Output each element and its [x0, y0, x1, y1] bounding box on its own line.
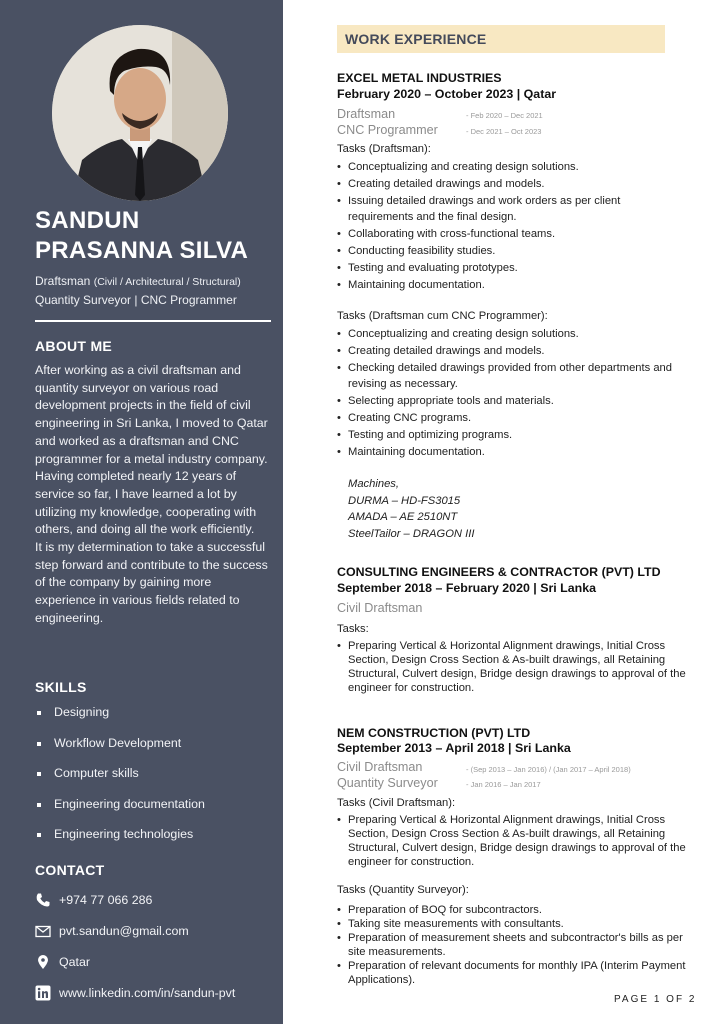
task-item: • Checking detailed drawings provided from other departments and revising as necessary. [337, 360, 682, 394]
subtitle-line-2: Quantity Surveyor | CNC Programmer [35, 293, 237, 307]
role-title: Quantity Surveyor [337, 776, 438, 790]
task-item: • Creating CNC programs. [337, 410, 682, 427]
bullet-icon [37, 803, 41, 807]
role-dates: - (Sep 2013 – Jan 2016) / (Jan 2017 – April 2018) [466, 765, 631, 774]
work-experience-title: WORK EXPERIENCE [345, 31, 487, 47]
role-dates: - Dec 2021 – Oct 2023 [466, 127, 542, 136]
candidate-name [35, 206, 275, 266]
page-number: PAGE 1 OF 2 [614, 994, 697, 1005]
task-item: • Testing and evaluating prototypes. [337, 260, 677, 277]
task-list [337, 639, 689, 695]
subtitle-main: Draftsman [35, 274, 91, 288]
tasks-label: Tasks (Quantity Surveyor): [337, 884, 469, 896]
job-period: September 2013 – April 2018 | Sri Lanka [337, 741, 571, 755]
task-item: • Taking site measurements with consultants. [337, 917, 689, 931]
contact-email [35, 923, 275, 943]
job-titles [35, 272, 280, 309]
task-item: • Preparation of measurement sheets and subcontractor's bills as per site measurements. [337, 931, 689, 959]
bullet-icon [37, 833, 41, 837]
contact-title: CONTACT [35, 862, 105, 878]
role-title: Draftsman [337, 107, 396, 121]
role-title: Civil Draftsman [337, 760, 423, 774]
skill-item [37, 766, 277, 797]
skill-label: Engineering technologies [54, 827, 194, 841]
task-item: • Preparing Vertical & Horizontal Alignment drawings, Initial Cross Section, Design Cross Section & As-built drawings, all Retaining Structural, Culvert design, Bridge design drawings to approval of the engineer for construction. [337, 813, 689, 869]
skill-label: Designing [54, 705, 110, 719]
role-title: Civil Draftsman [337, 601, 423, 615]
phone-icon [35, 892, 51, 908]
machine-item: DURMA – HD-FS3015 [348, 494, 461, 507]
skill-item [37, 827, 277, 858]
task-item: • Collaborating with cross-functional teams. [337, 226, 677, 243]
about-paragraph: It is my determination to take a successful step forward and contribute to the success of the company by gaining more experience in various fields related to engineering. [35, 540, 268, 625]
task-list [337, 903, 689, 987]
task-item: • Maintaining documentation. [337, 277, 677, 294]
about-paragraph: Having completed nearly 12 years of service so far, I have learned a lot by utilizing my knowledge, cooperating with others, and doing all the work efficiently. [35, 469, 257, 537]
bullet-icon [37, 711, 41, 715]
skill-label: Workflow Development [54, 735, 182, 750]
task-item: • Creating detailed drawings and models. [337, 176, 677, 193]
role-dates: - Feb 2020 – Dec 2021 [466, 111, 543, 120]
role-dates: - Jan 2016 – Jan 2017 [466, 780, 541, 789]
tasks-label: Tasks (Draftsman): [337, 143, 431, 155]
task-list [337, 813, 689, 869]
about-text [35, 362, 275, 628]
about-paragraph: After working as a civil draftsman and quantity surveyor on various road development projects in the field of civil engineering in Sri Lanka, I moved to Qatar and worked as a draftsman and CNC programmer for a metal industry company. [35, 363, 268, 466]
machine-item: AMADA – AE 2510NT [348, 511, 458, 524]
machines-label: Machines, [348, 478, 399, 490]
task-item: • Selecting appropriate tools and materials. [337, 393, 682, 410]
email-link[interactable]: pvt.sandun@gmail.com [59, 924, 189, 938]
company-name: CONSULTING ENGINEERS & CONTRACTOR (PVT) LTD [337, 565, 661, 579]
job-period: September 2018 – February 2020 | Sri Lanka [337, 581, 596, 595]
work-experience-header [337, 25, 665, 53]
task-item: • Preparation of BOQ for subcontractors. [337, 903, 689, 917]
subtitle-detail: (Civil / Architectural / Structural) [93, 276, 241, 288]
divider [35, 320, 271, 322]
tasks-label: Tasks (Draftsman cum CNC Programmer): [337, 310, 548, 322]
task-item: • Maintaining documentation. [337, 444, 682, 461]
skill-label: Computer skills [54, 766, 139, 780]
name-line-2: PRASANNA SILVA [35, 237, 249, 264]
skills-list [37, 705, 277, 858]
contact-linkedin [35, 985, 275, 1005]
task-item: • Issuing detailed drawings and work orders as per client requirements and the final design. [337, 193, 677, 227]
skill-item [37, 736, 277, 767]
bullet-icon [37, 772, 41, 776]
linkedin-icon [35, 985, 51, 1001]
location-pin-icon [35, 954, 51, 970]
job-period: February 2020 – October 2023 | Qatar [337, 87, 557, 101]
contact-location [35, 954, 275, 974]
task-list [337, 326, 682, 460]
bullet-icon [37, 742, 41, 746]
task-item: • Conceptualizing and creating design solutions. [337, 159, 677, 176]
job-title-line-1 [35, 272, 280, 291]
about-title: ABOUT ME [35, 338, 113, 354]
phone-number: +974 77 066 286 [59, 893, 153, 907]
skill-label: Engineering documentation [54, 796, 205, 811]
skill-item [37, 705, 277, 736]
task-item: • Testing and optimizing programs. [337, 427, 682, 444]
machines-block [348, 476, 474, 542]
linkedin-link[interactable]: www.linkedin.com/in/sandun-pvt [59, 986, 236, 1000]
machine-item: SteelTailor – DRAGON III [348, 527, 475, 540]
task-item: • Conducting feasibility studies. [337, 243, 677, 260]
name-line-1: SANDUN [35, 207, 140, 234]
role-title: CNC Programmer [337, 123, 438, 137]
contact-phone [35, 892, 275, 912]
tasks-label: Tasks (Civil Draftsman): [337, 797, 456, 809]
company-name: EXCEL METAL INDUSTRIES [337, 71, 502, 85]
email-icon [35, 923, 51, 939]
task-list [337, 159, 677, 293]
profile-photo [52, 25, 228, 201]
task-item: • Conceptualizing and creating design solutions. [337, 326, 682, 343]
skill-item [37, 797, 277, 828]
location-text: Qatar [59, 955, 90, 969]
company-name: NEM CONSTRUCTION (PVT) LTD [337, 726, 531, 740]
skills-title: SKILLS [35, 679, 87, 695]
task-item: • Preparing Vertical & Horizontal Alignment drawings, Initial Cross Section, Design Cross Section & As-built drawings, all Retaining Structural, Culvert design, Bridge design drawings to approval of the engineer for construction. [337, 639, 689, 695]
task-item: • Preparation of relevant documents for monthly IPA (Interim Payment Applications). [337, 959, 689, 987]
sidebar [0, 0, 283, 1024]
task-item: • Creating detailed drawings and models. [337, 343, 682, 360]
tasks-label: Tasks: [337, 623, 369, 635]
